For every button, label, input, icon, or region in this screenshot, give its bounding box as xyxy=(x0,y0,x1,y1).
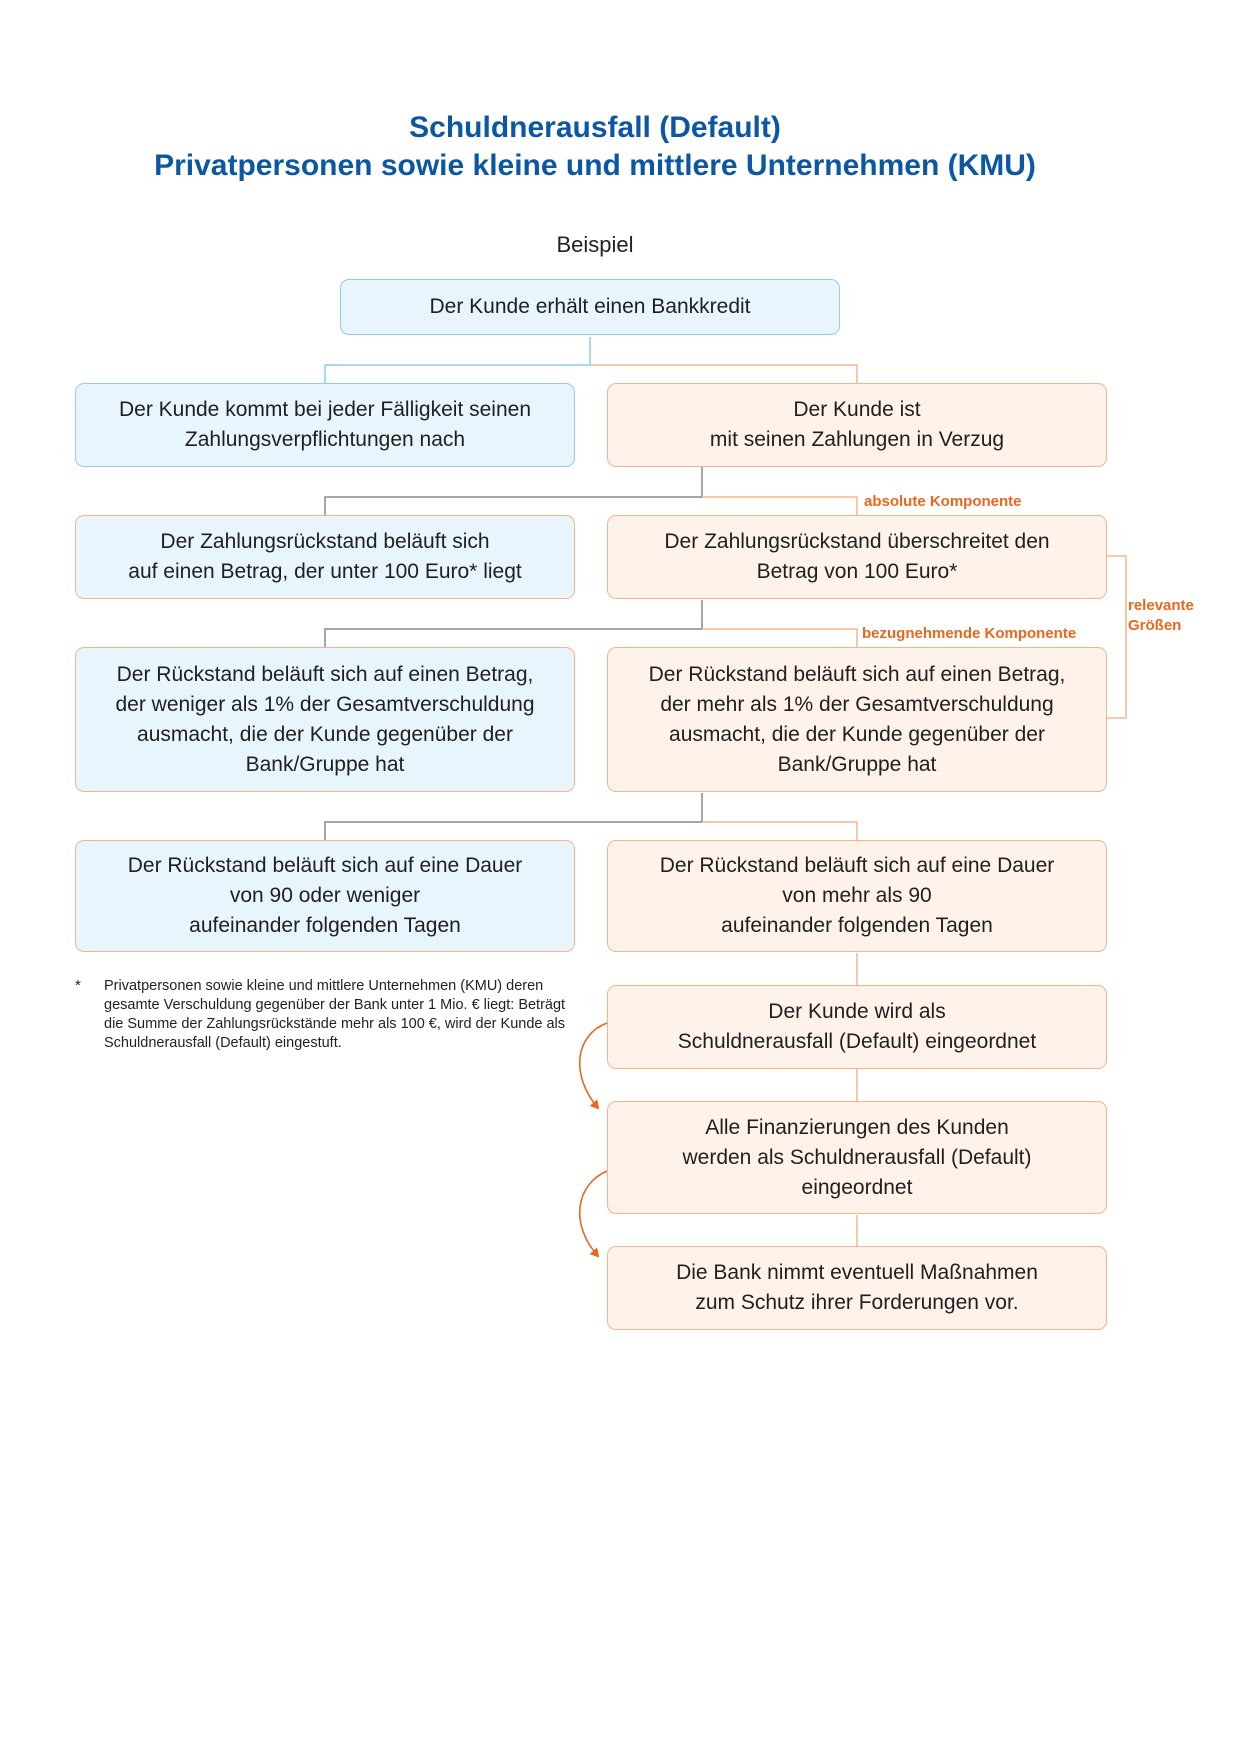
connector-split4-left xyxy=(325,793,702,840)
page-title-line-2: Privatpersonen sowie kleine und mittlere Unternehmen (KMU) xyxy=(154,149,1036,182)
curved-arrow-2 xyxy=(580,1171,607,1256)
footnote-text: Privatpersonen sowie kleine und mittlere Unternehmen (KMU) deren gesamte Verschuldung gegenüber der Bank unter 1 Mio. € liegt: Beträgt die Summe der Zahlungsrückstände mehr als 100 €, wird der Kunde als Schuldnerausfall (Default) eingestuft. xyxy=(104,978,566,1051)
box-left-pays-on-time: Der Kunde kommt bei jeder Fälligkeit seinen Zahlungsverpflichtungen nach xyxy=(75,383,575,467)
box-left-under-1-percent: Der Rückstand beläuft sich auf einen Betrag, der weniger als 1% der Gesamtverschuldung ausmacht, die der Kunde gegenüber der Bank/Gruppe hat xyxy=(75,647,575,792)
label-relevant-sizes: relevante Größen xyxy=(1128,597,1194,634)
connector-split2-left xyxy=(325,467,702,515)
box-right-classified-default: Der Kunde wird als Schuldnerausfall (Default) eingeordnet xyxy=(607,985,1107,1069)
connector-split2-right xyxy=(702,497,857,515)
box-right-over-1-percent: Der Rückstand beläuft sich auf einen Betrag, der mehr als 1% der Gesamtverschuldung ausmacht, die der Kunde gegenüber der Bank/Gruppe hat xyxy=(607,647,1107,792)
box-left-90-days-or-less: Der Rückstand beläuft sich auf eine Dauer von 90 oder weniger aufeinander folgenden Tagen xyxy=(75,840,575,952)
label-relative-component: bezugnehmende Komponente xyxy=(862,625,1077,642)
curved-arrow-1 xyxy=(580,1023,607,1108)
label-absolute-component: absolute Komponente xyxy=(864,493,1022,510)
connector-split4-right xyxy=(702,822,857,840)
box-right-all-financing-default: Alle Finanzierungen des Kunden werden als Schuldnerausfall (Default) eingeordnet xyxy=(607,1101,1107,1214)
page-title-line-1: Schuldnerausfall (Default) xyxy=(409,111,781,144)
connector-root-left xyxy=(325,337,590,383)
box-right-bank-measures: Die Bank nimmt eventuell Maßnahmen zum Schutz ihrer Forderungen vor. xyxy=(607,1246,1107,1330)
connector-split3-left xyxy=(325,600,702,647)
relevant-bracket xyxy=(1106,556,1126,718)
diagram-subtitle: Beispiel xyxy=(556,232,634,257)
connector-split3-right xyxy=(702,629,857,647)
box-root-bank-credit: Der Kunde erhält einen Bankkredit xyxy=(340,279,840,335)
box-right-more-than-90-days: Der Rückstand beläuft sich auf eine Dauer von mehr als 90 aufeinander folgenden Tagen xyxy=(607,840,1107,952)
box-right-payment-default: Der Kunde ist mit seinen Zahlungen in Verzug xyxy=(607,383,1107,467)
footnote-marker: * xyxy=(75,977,81,994)
box-left-arrears-under-100: Der Zahlungsrückstand beläuft sich auf einen Betrag, der unter 100 Euro* liegt xyxy=(75,515,575,599)
box-right-arrears-over-100: Der Zahlungsrückstand überschreitet den Betrag von 100 Euro* xyxy=(607,515,1107,599)
connector-root-right xyxy=(590,365,857,383)
